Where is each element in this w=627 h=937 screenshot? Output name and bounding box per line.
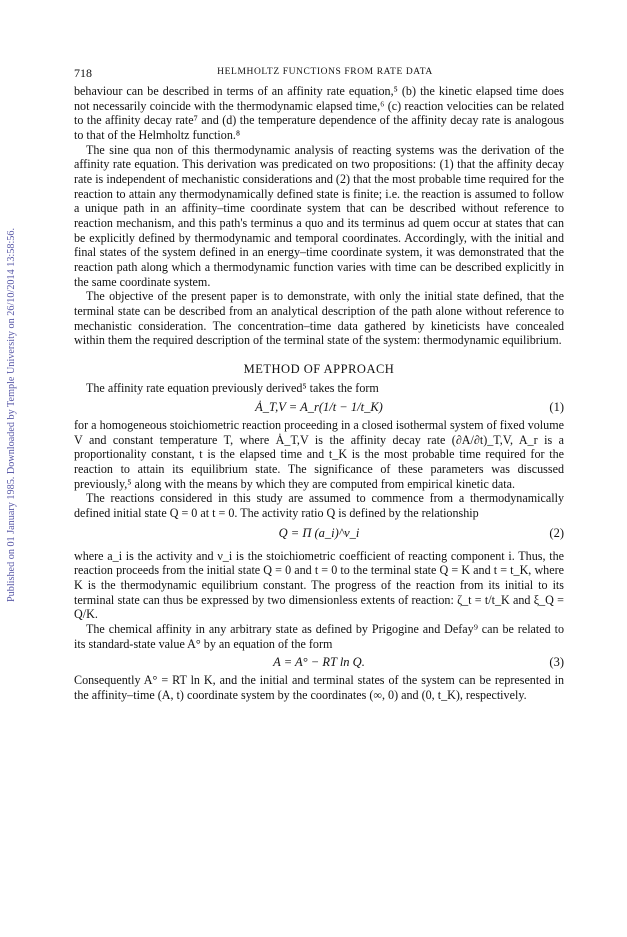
paragraph-3: The objective of the present paper is to demonstrate, with only the initial state defined, that the terminal state can be described from an analytical description of the path alone without reference to mechanistic consideration. The concentration–time data gathered by kineticists have concealed within them the required description of the terminal state of the system: thermodynamic equilibrium. (74, 289, 564, 348)
equation-1-text: Ȧ_T,V = A_r(1/t − 1/t_K) (255, 400, 383, 415)
equation-2-number: (2) (549, 525, 564, 540)
equation-1 (74, 396, 564, 418)
margin-publication-stamp (3, 155, 19, 675)
paragraph-8: The chemical affinity in any arbitrary state as defined by Prigogine and Defay⁹ can be related to its standard-state value A° by an equation of the form (74, 622, 564, 651)
paragraph-9: Consequently A° = RT ln K, and the initial and terminal states of the system can be represented in the affinity–time (A, t) coordinate system by the coordinates (∞, 0) and (0, t_K), respectively. (74, 673, 564, 702)
paragraph-2: The sine qua non of this thermodynamic analysis of reacting systems was the derivation of the affinity rate equation. This derivation was predicated on two propositions: (1) that the affinity decay rate is independent of mechanistic considerations and (2) that the most probable time required for the reaction to attain any thermodynamically defined state is finite; i.e. the reaction is assumed to follow a unique path in an affinity–time coordinate system that can be described without reference to reaction mechanism, and this path's terminus a quo and its terminus ad quem occur at states that can be explicitly defined by thermodynamic and temporal coordinates. Accordingly, with the initial and final states of the system defined in an energy–time coordinate system, it was demonstrated that the reaction path along which a thermodynamic function varies with time can be described explicitly in the same coordinate system. (74, 142, 564, 289)
paragraph-6: The reactions considered in this study are assumed to commence from a thermodynamically defined initial state Q = 0 at t = 0. The activity ratio Q is defined by the relationship (74, 491, 564, 521)
paragraph-5: for a homogeneous stoichiometric reaction proceeding in a closed isothermal system of fixed volume V and constant temperature T, where Ȧ_T,V is the affinity decay rate (∂A/∂t)_T,V, A_r is a proportionality constant, t is the elapsed time and t_K is the most probable time required for the reaction to attain its equilibrium state. The significance of these parameters was discussed previously,⁵ along with the means by which they are computed from empirical kinetic data. (74, 418, 564, 491)
running-head: HELMHOLTZ FUNCTIONS FROM RATE DATA (217, 67, 433, 77)
page-header (74, 66, 560, 82)
equation-3-text: A = A° − RT ln Q. (273, 655, 365, 670)
equation-1-number: (1) (549, 400, 564, 415)
page-number: 718 (74, 66, 92, 80)
equation-3-number: (3) (549, 655, 564, 670)
paragraph-7: where a_i is the activity and ν_i is the stoichiometric coefficient of reacting component i. Thus, the reaction proceeds from the initial state Q = 0 and t = 0 to the terminal state Q = K and t = t_K, where K is the thermodynamic equilibrium constant. The progress of the reaction from its initial to its terminal state can thus be expressed by two dimensionless extents of reaction: ζ_t = t/t_K and ξ_Q = Q/K. (74, 548, 564, 622)
equation-2 (74, 521, 564, 549)
paragraph-4: The affinity rate equation previously derived⁵ takes the form (86, 381, 379, 396)
margin-stamp-text: Published on 01 January 1985. Downloaded by Temple University on 26/10/2014 13:58:56. (6, 227, 17, 603)
equation-2-text: Q = Π (a_i)^ν_i (278, 525, 360, 540)
equation-3 (74, 651, 564, 673)
section-heading: METHOD OF APPROACH (243, 361, 395, 376)
article-body (74, 84, 564, 703)
paragraph-1: behaviour can be described in terms of an affinity rate equation,⁵ (b) the kinetic elapsed time does not necessarily coincide with the thermodynamic elapsed time,⁶ (c) reaction velocities can be related to the affinity decay rate⁷ and (d) the temperature dependence of the affinity decay rate is analogous to that of the Helmholtz function.⁸ (74, 84, 564, 142)
